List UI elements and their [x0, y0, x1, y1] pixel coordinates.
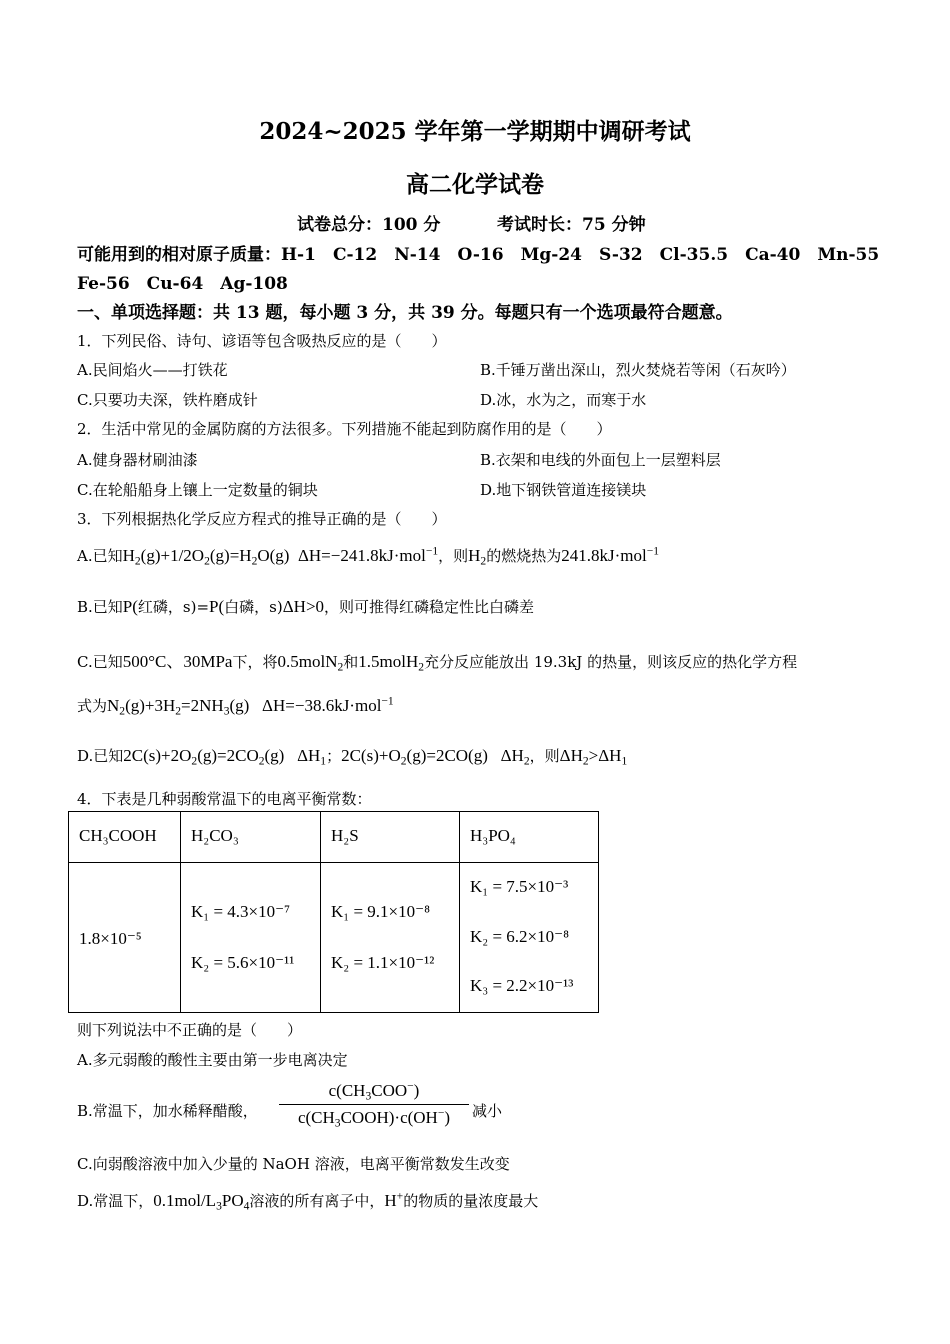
q3-b-prefix: B.已知	[77, 598, 123, 616]
q3-a-mid: ，则	[438, 547, 469, 565]
ionization-constants-table	[68, 811, 599, 1013]
q3-d-sep: ；	[326, 747, 342, 765]
q3-c-mid1: 下，将	[232, 653, 278, 671]
q4-d-prefix: D.常温下，	[77, 1192, 154, 1210]
q3-c-suffix: 充分反应能放出 19.3kJ 的热量，则该反应的热化学方程	[424, 653, 798, 671]
q4-option-d: D.常温下，$0.1mol/L_3PO_4$溶液的所有离子中，H+的物质的量浓度最大	[77, 1189, 539, 1213]
table-header-ch3cooh: CH₃COOH	[79, 826, 157, 845]
q4-option-b-suffix: 减小	[472, 1102, 503, 1120]
table-cell-h2co3-k1: K₁ = 4.3×10⁻⁷	[191, 902, 291, 921]
atomic-mass-line-2: Fe-56 Cu-64 Ag-108	[77, 274, 288, 294]
q3-option-a	[77, 545, 659, 566]
exam-title: 2024~2025 学年第一学期期中调研考试	[259, 118, 691, 145]
table-cell-h2co3-k2: K₂ = 5.6×10⁻¹¹	[191, 953, 295, 972]
q3-stem: 3．下列根据热化学反应方程式的推导正确的是（ ）	[77, 510, 447, 528]
q4-b-fraction	[279, 1081, 469, 1128]
q3-option-c-line2	[77, 695, 394, 716]
table-cell-h3po4-k2: K₂ = 6.2×10⁻⁸	[470, 927, 570, 946]
q3-d-equation-2: $2C(s)+O_2(g)=2CO(g)$ $\Delta H_2$	[341, 746, 530, 768]
table-cell-ch3cooh-k: 1.8×10⁻⁵	[79, 929, 142, 948]
q4-after-table: 则下列说法中不正确的是（ ）	[77, 1021, 303, 1039]
q2-option-a: A.健身器材刷油漆	[77, 451, 198, 469]
q1-option-c: C.只要功夫深，铁杵磨成针	[77, 391, 258, 409]
q4-option-a: A.多元弱酸的酸性主要由第一步电离决定	[77, 1051, 348, 1069]
q2-stem: 2．生活中常见的金属防腐的方法很多。下列措施不能起到防腐作用的是（ ）	[77, 420, 612, 438]
table-header-h2s: H₂S	[331, 826, 359, 845]
q3-c-mid2: 和	[343, 653, 359, 671]
fraction-denominator: $c(CH_3COOH)\cdot c(OH^-)$	[297, 1106, 451, 1130]
q4-d-mid: 溶液的所有离子中，	[249, 1192, 385, 1210]
q3-a-value: 241.8kJ·mol$^{-1}$	[561, 544, 659, 565]
q2-option-c: C.在轮船船身上镶上一定数量的铜块	[77, 481, 318, 499]
table-cell-h2s-k2: K₂ = 1.1×10⁻¹²	[331, 953, 435, 972]
q3-a-equation: $H_2(g)+1/2O_2(g)=H_2O(g)$ ΔH=−241.8kJ·mol$^{-1}$	[122, 544, 439, 568]
q1-option-d: D.冰，水为之，而寒于水	[480, 391, 647, 409]
q3-c-prefix: C.已知	[77, 653, 123, 671]
fraction-bar	[279, 1104, 469, 1105]
q2-option-d: D.地下钢铁管道连接镁块	[480, 481, 647, 499]
q3-c-conditions: 500°C、30MPa	[122, 652, 233, 671]
q3-option-b: B.已知P(红磷，s)=P(白磷，s)ΔH>0，则可推得红磷稳定性比白磷差	[77, 597, 535, 616]
q3-c-equation: $N_2(g)+3H_2=2NH_3(g)$ ΔH=−38.6kJ·mol$^{-1}$	[107, 694, 394, 718]
fraction-numerator: $c(CH_3COO^-)$	[328, 1079, 420, 1103]
q1-option-a: A.民间焰火——打铁花	[77, 361, 228, 379]
q3-b-suffix: ，则可推得红磷稳定性比白磷差	[324, 598, 535, 616]
q4-stem: 4．下表是几种弱酸常温下的电离平衡常数：	[77, 790, 372, 808]
q3-option-d: D.已知$2C(s)+2O_2(g)=2CO_2(g)$ $\Delta H_1$；$2C(s)+O_2(g)=2CO(g)$ $\Delta H_2$，则$\Delta H_2>\Delta H_1$	[77, 746, 628, 768]
atomic-mass-line-1: 可能用到的相对原子质量：H-1 C-12 N-14 O-16 Mg-24 S-32 Cl-35.5 Ca-40 Mn-55	[77, 245, 880, 265]
q4-option-c: C.向弱酸溶液中加入少量的 NaOH 溶液，电离平衡常数发生改变	[77, 1155, 510, 1173]
q2-option-b: B.衣架和电线的外面包上一层塑料层	[480, 451, 721, 469]
q1-option-b: B.千锤万凿出深山，烈火焚烧若等闲（石灰吟）	[480, 361, 796, 379]
q3-d-mid: ，则	[529, 747, 560, 765]
q3-d-equation-1: $2C(s)+2O_2(g)=2CO_2(g)$ $\Delta H_1$	[123, 746, 327, 768]
exam-subtitle: 高二化学试卷	[406, 171, 544, 198]
q4-d-suffix: 的物质的量浓度最大	[403, 1192, 539, 1210]
q3-d-prefix: D.已知	[77, 747, 124, 765]
total-score: 试卷总分：100 分	[297, 215, 441, 235]
q3-option-c: C.已知500°C、30MPa下，将0.5molN$_2$和1.5molH$_2$充分反应能放出 19.3kJ 的热量，则该反应的热化学方程	[77, 652, 798, 674]
table-header-h3po4: H₃PO₄	[470, 826, 516, 845]
q3-a-prefix: A.已知	[77, 547, 123, 565]
table-cell-h3po4-k3: K₃ = 2.2×10⁻¹³	[470, 976, 574, 995]
exam-duration: 考试时长：75 分钟	[497, 215, 646, 235]
q3-c2-prefix: 式为	[77, 697, 108, 715]
q3-b-equation: P(	[122, 597, 138, 616]
table-cell-h2s-k1: K₁ = 9.1×10⁻⁸	[331, 902, 431, 921]
q3-a-suffix: 的燃烧热为	[486, 547, 562, 565]
table-cell-h3po4-k1: K₁ = 7.5×10⁻³	[470, 877, 569, 896]
q1-stem: 1．下列民俗、诗句、谚语等包含吸热反应的是（ ）	[77, 332, 447, 350]
q4-d-concentration: $0.1mol/L_3PO_4$	[153, 1191, 250, 1213]
q4-option-b-prefix: B.常温下，加水稀释醋酸，	[77, 1102, 258, 1120]
table-header-h2co3: H₂CO₃	[191, 826, 239, 845]
q3-a-h2: $H_2$	[468, 546, 487, 568]
section-heading: 一、单项选择题：共 13 题，每小题 3 分，共 39 分。每题只有一个选项最符合题意。	[77, 303, 733, 323]
